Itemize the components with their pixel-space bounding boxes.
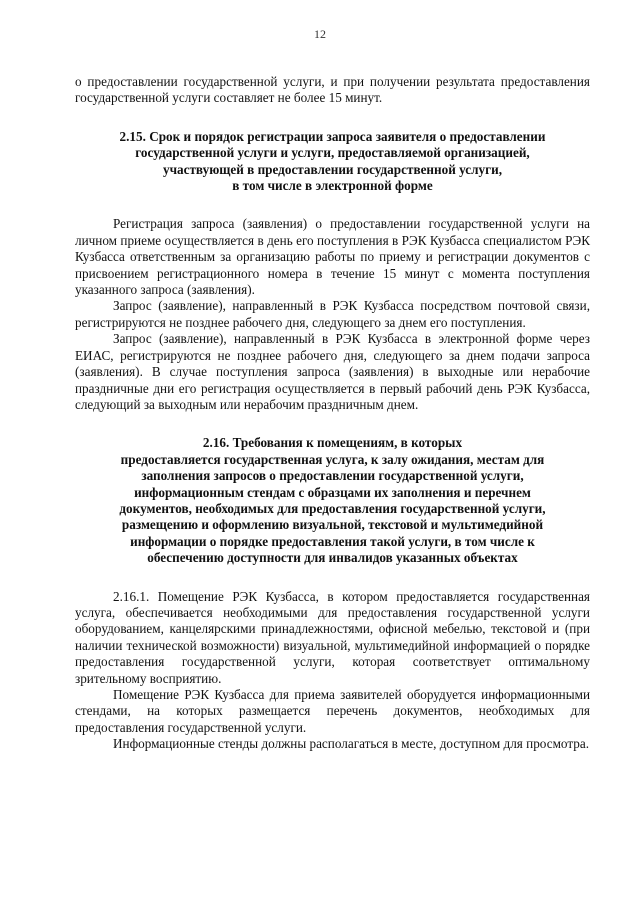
paragraph: Запрос (заявление), направленный в РЭК Кузбасса в электронной форме через ЕИАС, регистрируются не позднее рабочего дня, следующего за днем подачи запроса (заявления). В случае поступления запроса (заявления) в выходные или нерабочие праздничные дни его регистрация осуществляется в первый рабочий день РЭК Кузбасса, следующий за выходным или нерабочим праздничным днем. — [75, 331, 590, 412]
paragraph: Помещение РЭК Кузбасса для приема заявителей оборудуется информационными стендами, на которых размещается перечень документов, необходимых для предоставления государственной услуги. — [75, 687, 590, 735]
page-number: 12 — [314, 27, 326, 41]
heading-line: участвующей в предоставлении государственной услуги, — [162, 161, 503, 177]
paragraph: Регистрация запроса (заявления) о предоставлении государственной услуги на личном приеме осуществляется в день его поступления в РЭК Кузбасса специалистом РЭК Кузбасса ответственным за организацию работы по приему и регистрации документов с присвоением регистрационного номера в течение 15 минут с момента поступления указанного запроса (заявления). — [75, 216, 590, 298]
heading-line: информационным стендам с образцами их заполнения и перечнем — [134, 484, 531, 500]
heading-line: информации о порядке предоставления такой услуги, в том числе к — [130, 533, 535, 549]
heading-line: заполнения запросов о предоставлении государственной услуги, — [141, 468, 524, 484]
heading-line: документов, необходимых для предоставления государственной услуги, — [119, 500, 546, 516]
heading-line: в том числе в электронной форме — [232, 178, 433, 194]
section-2-15-heading — [75, 129, 590, 195]
heading-line: государственной услуги и услуги, предоставляемой организацией, — [135, 145, 530, 161]
paragraph: 2.16.1. Помещение РЭК Кузбасса, в котором предоставляется государственная услуга, обеспечивается необходимыми для предоставления государственной услуги оборудованием, канцелярскими принадлежностями, офисной мебелью, текстовой и (при наличии технической возможности) визуальной, мультимедийной информацией о порядке предоставления государственной услуги, которая соответствует оптимальному зрительному восприятию. — [75, 588, 590, 686]
heading-line: предоставляется государственная услуга, к залу ожидания, местам для — [120, 451, 545, 467]
heading-line: 2.15. Срок и порядок регистрации запроса заявителя о предоставлении — [119, 128, 546, 144]
heading-line: размещению и оформлению визуальной, текстовой и мультимедийной — [121, 517, 544, 533]
section-2-16-heading — [75, 435, 590, 566]
intro-paragraph: о предоставлении государственной услуги, и при получении результата предоставления государственной услуги составляет не более 15 минут. — [75, 74, 590, 106]
paragraph: Запрос (заявление), направленный в РЭК Кузбасса посредством почтовой связи, регистрируются не позднее рабочего дня, следующего за днем его поступления. — [75, 298, 590, 330]
document-body — [75, 74, 590, 753]
heading-line: 2.16. Требования к помещениям, в которых — [202, 435, 463, 451]
heading-line: обеспечению доступности для инвалидов указанных объектах — [147, 550, 518, 566]
paragraph: Информационные стенды должны располагаться в месте, доступном для просмотра. — [113, 736, 590, 752]
